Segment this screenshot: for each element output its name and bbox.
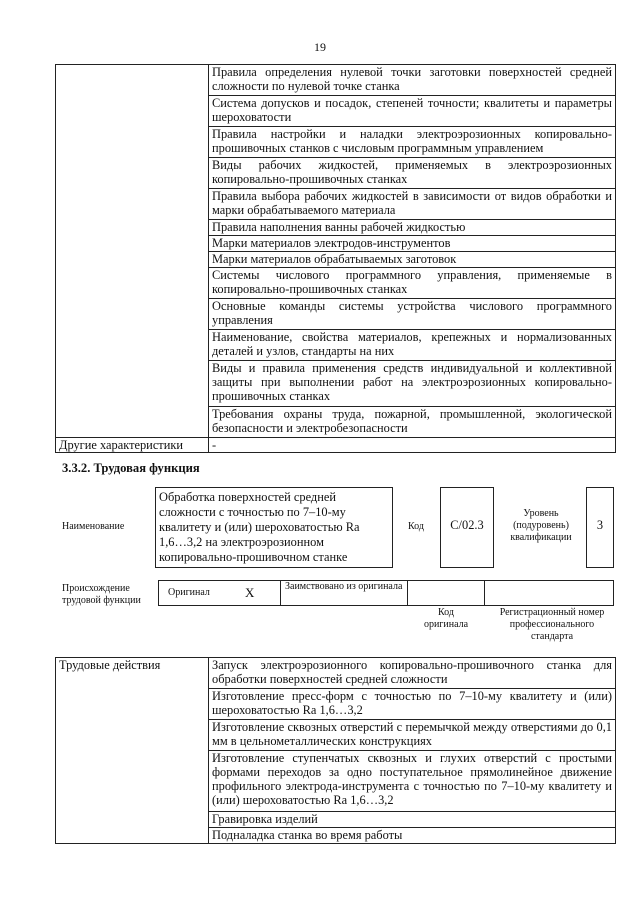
labor-action-item: Гравировка изделий bbox=[209, 812, 616, 828]
level-label: Уровень (подуровень) квалификации bbox=[510, 508, 572, 543]
labor-actions-table bbox=[55, 657, 616, 844]
function-name-box bbox=[155, 487, 393, 568]
knowledge-item: Правила наполнения ванны рабочей жидкостью bbox=[209, 220, 616, 236]
code-value: С/02.3 bbox=[450, 518, 484, 532]
original-mark: X bbox=[245, 585, 255, 600]
knowledge-item: Марки материалов электродов-инструментов bbox=[209, 236, 616, 252]
knowledge-item: Правила выбора рабочих жидкостей в зависимости от видов обработки и марки обрабатываемого материала bbox=[209, 189, 616, 220]
level-value: 3 bbox=[596, 518, 604, 532]
knowledge-item: Виды и правила применения средств индивидуальной и коллективной защиты при выполнении работ на электроэрозионных копировально-прошивочных станках bbox=[209, 361, 616, 407]
function-name-value: Обработка поверхностей средней сложности с точностью по 7–10-му квалитету и (или) шероховатостью Ra 1,6…3,2 на электроэрозионном копировально-прошивочном станке bbox=[159, 490, 360, 564]
origin-label: Происхождение трудовой функции bbox=[62, 583, 141, 606]
knowledge-item: Основные команды системы устройства числового программного управления bbox=[209, 299, 616, 330]
labor-action-item: Изготовление сквозных отверстий с перемычкой между отверстиями до 0,1 мм в цельнометаллических конструкциях bbox=[209, 720, 616, 751]
knowledge-item: Системы числового программного управления, применяемые в копировально-прошивочных станках bbox=[209, 268, 616, 299]
name-label: Наименование bbox=[62, 521, 125, 532]
labor-action-item: Запуск электроэрозионного копировально-прошивочного станка для обработки поверхностей средней сложности bbox=[209, 658, 616, 689]
knowledge-item: Правила настройки и наладки электроэрозионных копировально-прошивочных станков с числовым программным управлением bbox=[209, 127, 616, 158]
code-label: Код bbox=[408, 521, 424, 532]
origin-divider bbox=[484, 580, 485, 606]
level-box bbox=[586, 487, 614, 568]
knowledge-item: Правила определения нулевой точки заготовки поверхностей средней сложности по нулевой точке станка bbox=[209, 65, 616, 96]
labor-action-item: Изготовление пресс-форм с точностью по 7–10-му квалитету и (или) шероховатостью Ra 1,6…3,2 bbox=[209, 689, 616, 720]
knowledge-label-cell bbox=[56, 65, 209, 438]
borrowed-label: Заимствовано из оригинала bbox=[285, 581, 403, 592]
code-original-caption: Код оригинала bbox=[423, 607, 469, 630]
labor-action-item: Изготовление ступенчатых сквозных и глухих отверстий с простыми формами переходов за одно поступательное прямолинейное движение профильного электрода-инструмента с точностью по 7–10-му квалитету и (или) шероховатостью Ra 1,6…3,2 bbox=[209, 751, 616, 812]
origin-divider bbox=[280, 580, 281, 606]
other-characteristics-label: Другие характеристики bbox=[56, 438, 209, 453]
labor-actions-label: Трудовые действия bbox=[56, 658, 209, 844]
origin-divider bbox=[407, 580, 408, 606]
knowledge-item: Марки материалов обрабатываемых заготовок bbox=[209, 252, 616, 268]
registration-number-caption: Регистрационный номер профессионального стандарта bbox=[499, 607, 605, 642]
section-heading: 3.3.2. Трудовая функция bbox=[62, 461, 200, 475]
knowledge-item: Требования охраны труда, пожарной, промышленной, экологической безопасности и электробезопасности bbox=[209, 407, 616, 438]
other-characteristics-value: - bbox=[209, 438, 616, 453]
original-label: Оригинал bbox=[168, 587, 210, 598]
knowledge-table bbox=[55, 64, 616, 453]
knowledge-item: Система допусков и посадок, степеней точности; квалитеты и параметры шероховатости bbox=[209, 96, 616, 127]
code-box bbox=[440, 487, 494, 568]
page-number: 19 bbox=[314, 40, 326, 54]
labor-action-item: Подналадка станка во время работы bbox=[209, 828, 616, 844]
knowledge-item: Наименование, свойства материалов, крепежных и нормализованных деталей и узлов, стандарты на них bbox=[209, 330, 616, 361]
knowledge-item: Виды рабочих жидкостей, применяемых в электроэрозионных копировально-прошивочных станках bbox=[209, 158, 616, 189]
